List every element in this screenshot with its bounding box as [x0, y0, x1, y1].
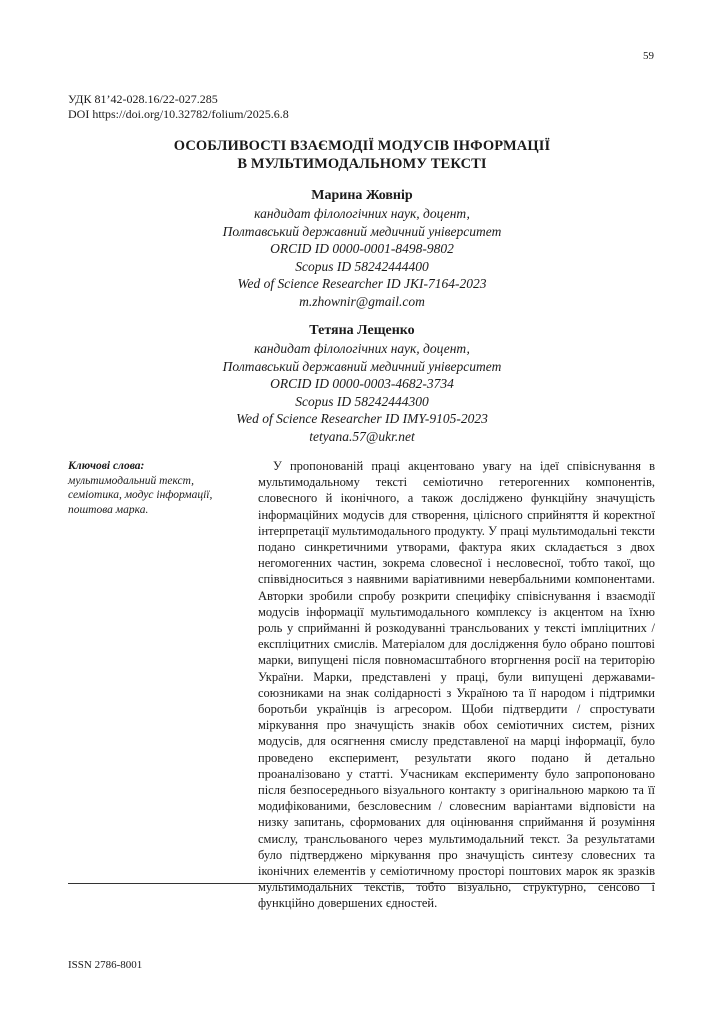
issn-number: ISSN 2786-8001 — [68, 959, 143, 971]
title-line-1: ОСОБЛИВОСТІ ВЗАЄМОДІЇ МОДУСІВ ІНФОРМАЦІЇ — [173, 138, 551, 154]
author-scopus: Scopus ID 58242444400 — [295, 258, 429, 274]
page-number: 59 — [643, 50, 654, 62]
abstract-text: У пропонованій праці акцентовано увагу на ідеї співіснування в мультимодальному тексті семіотично гетерогенних компонентів, словесного й іконічного, а також досліджено функційну значущість інформаційних модусів для створення, цілісного сприйняття й коректної інтерпретації мультимодального продукту. У праці мультимодальні тексти подано синкретичними утворами, фактура яких складається з двох негомогенних частин, зокрема словесної і несловесної, тобто такої, що співвідноситься з наявними варіативними невербальними компонентами. Авторки зробили спробу розкрити специфіку співіснування і взаємодії модусів інформації мультимодального комплексу із акцентом на їхню роль у сприйманні й розкодуванні трансльованих у тексті імпліцитних / експліцитних смислів. Матеріалом для дослідження було обрано поштові марки, випущені після повномасштабного вторгнення росії на територію України. Марки, представлені у праці, були випущені державами-союзниками на знак солідарності з Україною та її народом і підтримки боротьби українців із агресором. Щоби підтвердити / спростувати міркування про значущість знаків обох семіотичних систем, різних модусів, для осягнення смислу представленої на марці інформації, було проведено експеримент, результати якого подано й детально проаналізовано у статті. Учасникам експерименту було запропоновано після безпосереднього візуального контакту з оригінальною маркою та її модифікованими, безсловесним / словесним варіантами відповісти на низку запитань, сформованих для оцінювання сприймання й розуміння смислу, трансльованого через мультимодальний текст. За результатами було підтверджено міркування про значущість синтезу словесних та іконічних елементів у семіотичному просторі поштових марок як зразків мультимодальних текстів, тобто візуально, структурно, сенсово і функційно довершених єдностей. — [258, 459, 655, 911]
author-orcid: ORCID ID 0000-0001-8498-9802 — [270, 241, 454, 257]
author-degree: кандидат філологічних наук, доцент, — [254, 206, 470, 221]
author-wos: Wed of Science Researcher ID JKI-7164-2023 — [237, 276, 487, 292]
author-scopus: Scopus ID 58242444300 — [295, 393, 429, 409]
author-affiliation: Полтавський державний медичний університет — [222, 358, 502, 374]
udc-code: УДК 81’42-028.16/22-027.285 — [68, 92, 218, 106]
author-orcid: ORCID ID 0000-0003-4682-3734 — [270, 376, 454, 392]
author-email[interactable]: m.zhownir@gmail.com — [299, 293, 425, 309]
doi-link[interactable]: DOI https://doi.org/10.32782/folium/2025.6.8 — [68, 107, 289, 121]
keywords-title: Ключові слова: — [68, 460, 145, 472]
author-block-1 — [0, 187, 724, 311]
author-email[interactable]: tetyana.57@ukr.net — [309, 428, 415, 444]
keywords-list: мультимодальний текст, семіотика, модус інформації, поштова марка. — [68, 474, 213, 516]
article-meta — [68, 92, 289, 122]
footer-divider — [68, 883, 655, 884]
keywords-block — [68, 459, 248, 517]
title-line-2: В МУЛЬТИМОДАЛЬНОМУ ТЕКСТІ — [237, 156, 487, 172]
author-affiliation: Полтавський державний медичний університет — [222, 223, 502, 239]
author-block-2 — [0, 322, 724, 446]
author-name: Марина Жовнір — [311, 188, 413, 203]
article-title — [0, 137, 724, 173]
author-name: Тетяна Лещенко — [309, 323, 415, 338]
author-wos: Wed of Science Researcher ID IMY-9105-2023 — [236, 411, 488, 427]
author-degree: кандидат філологічних наук, доцент, — [254, 341, 470, 356]
